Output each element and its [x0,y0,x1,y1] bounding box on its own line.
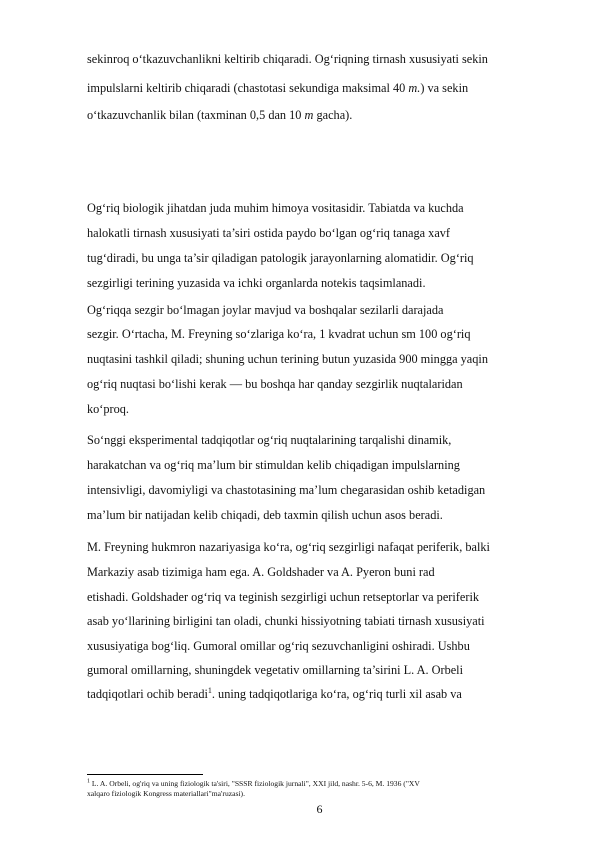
body-line: ma’lum bir natijadan kelib chiqadi, deb taxmin qilish uchun asos beradi. [87,508,443,522]
body-line: o‘tkazuvchanlik bilan (taxminan 0,5 dan 10 m gacha). [87,108,353,122]
body-line: sekinroq o‘tkazuvchanlikni keltirib chiqaradi. Og‘riqning tirnash xususiyati sekin [87,52,488,66]
footnote-separator [87,774,203,775]
body-line: sezgir. O‘rtacha, M. Freyning so‘zlariga ko‘ra, 1 kvadrat uchun sm 100 og‘riq [87,327,471,341]
body-line: M. Freyning hukmron nazariyasiga ko‘ra, og‘riq sezgirligi nafaqat periferik, balki [87,540,490,554]
body-line: tug‘diradi, bu unga ta’sir qiladigan patologik jarayonlarning alomatidir. Og‘riq [87,251,474,265]
body-line: og‘riq nuqtasi bo‘lishi kerak — bu boshqa har qanday sezgirlik nuqtalaridan [87,377,463,391]
body-line: Markaziy asab tizimiga ham ega. A. Goldshader va A. Pyeron buni rad [87,565,435,579]
body-line: impulslarni keltirib chiqaradi (chastotasi sekundiga maksimal 40 m.) va sekin [87,81,469,95]
body-line: harakatchan va og‘riq ma’lum bir stimuldan kelib chiqadigan impulslarning [87,458,460,472]
body-line: xususiyatiga bog‘liq. Gumoral omillar og‘riq sezuvchanligini oshiradi. Ushbu [87,639,470,653]
footnote-mark: 1 [87,778,90,785]
footnote-reference[interactable]: 1 [207,685,212,695]
body-line: tadqiqotlari ochib beradi$^1$. uning tadqiqotlariga ko‘ra, og‘riq turli xil asab va [87,685,462,701]
body-line: Og‘riq biologik jihatdan juda muhim himoya vositasidir. Tabiatda va kuchda [87,201,464,215]
body-line: nuqtasini tashkil qiladi; shuning uchun terining butun yuzasida 900 mingga yaqin [87,352,488,366]
body-line: Og‘riqqa sezgir bo‘lmagan joylar mavjud va boshqalar sezilarli darajada [87,303,444,317]
body-line: asab yo‘llarining birligini tan oladi, chunki hissiyotning tabiati tirnash xususiyati [87,614,485,628]
body-line: ko‘proq. [87,402,130,416]
body-line: intensivligi, davomiyligi va chastotasining ma’lum chegarasidan oshib ketadigan [87,483,486,497]
page-number: 6 [316,802,323,816]
body-line: sezgirligi terining yuzasida va ichki organlarda notekis taqsimlanadi. [87,276,426,290]
footnote-line: $^1$ L. A. Orbeli, og'riq va uning fiziologik ta'siri, "SSSR fiziologik jurnali", XXI jild, nashr. 5-6, M. 1936 ("XV [87,778,420,788]
body-line: etishadi. Goldshader og‘riq va teginish sezgirligi uchun retseptorlar va periferik [87,590,480,604]
footnote-line: xalqaro fiziologik Kongress materiallari"ma'ruzasi). [87,789,245,798]
body-line: gumoral omillarning, shuningdek vegetativ omillarning ta’sirini L. A. Orbeli [87,663,464,677]
body-line: So‘nggi eksperimental tadqiqotlar og‘riq nuqtalarining tarqalishi dinamik, [87,433,452,447]
body-line: halokatli tirnash xususiyati ta’siri ostida paydo bo‘lgan og‘riq tanaga xavf [87,226,451,240]
